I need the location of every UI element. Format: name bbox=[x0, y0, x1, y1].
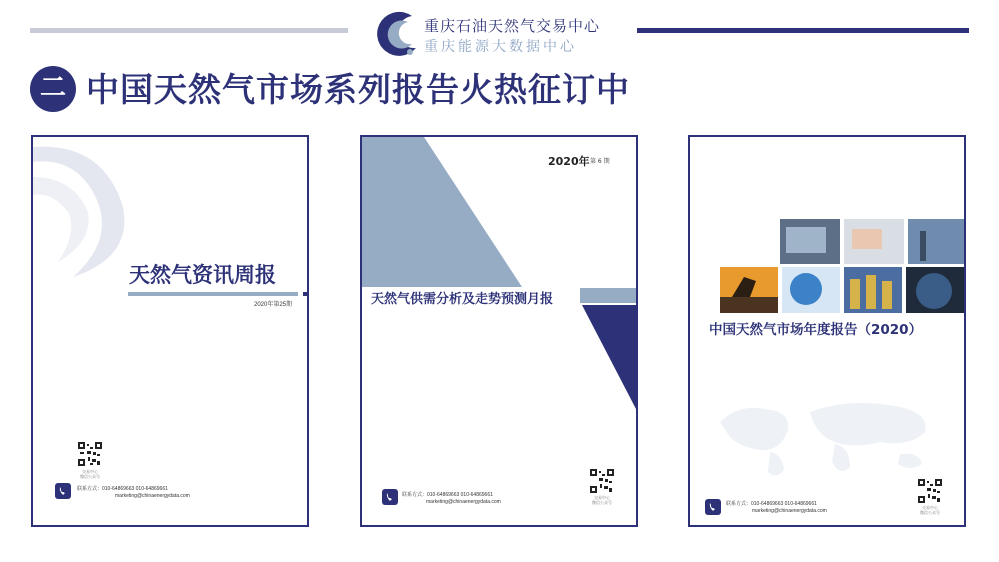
contact-email: marketing@chinaenergydata.com bbox=[426, 499, 501, 505]
header-rule-right bbox=[637, 28, 969, 33]
world-map-watermark bbox=[710, 392, 950, 482]
section-number-badge: 二 bbox=[30, 66, 76, 112]
issue-number: 2020年第25期 bbox=[254, 302, 293, 308]
report-title: 中国天然气市场年度报告（2020） bbox=[709, 322, 923, 338]
qr-caption: 交易中心 微信公众号 bbox=[920, 505, 940, 515]
qr-caption: 交易中心 微信公众号 bbox=[592, 495, 612, 505]
phone-icon bbox=[55, 483, 71, 499]
header-rule-left bbox=[30, 28, 348, 33]
report-cover-annual[interactable] bbox=[688, 135, 966, 527]
issue-number: 第 6 期 bbox=[590, 158, 610, 165]
logo-name-primary: 重庆石油天然气交易中心 bbox=[424, 17, 601, 35]
contact-phone: 联系方式：010-64869663 010-64869661 bbox=[402, 492, 493, 498]
phone-icon bbox=[705, 499, 721, 515]
logo-mark-icon bbox=[372, 8, 424, 60]
contact-email: marketing@chinaenergydata.com bbox=[752, 508, 827, 514]
report-title: 天然气资讯周报 bbox=[129, 263, 276, 287]
logo bbox=[372, 8, 632, 60]
qr-code-icon bbox=[78, 442, 102, 466]
contact-phone: 联系方式：010-64869663 010-64869661 bbox=[726, 501, 817, 507]
cover-year: 2020年 bbox=[548, 155, 590, 168]
qr-caption: 交易中心 微信公众号 bbox=[80, 469, 100, 479]
qr-code-icon bbox=[918, 479, 942, 503]
title-band bbox=[580, 288, 636, 303]
contact-email: marketing@chinaenergydata.com bbox=[115, 493, 190, 499]
report-cover-monthly[interactable] bbox=[360, 135, 638, 527]
report-title: 天然气供需分析及走势预测月报 bbox=[371, 292, 554, 307]
phone-icon bbox=[382, 489, 398, 505]
report-cover-weekly[interactable] bbox=[31, 135, 309, 527]
cover-graphic bbox=[362, 137, 636, 525]
page-title: 中国天然气市场系列报告火热征订中 bbox=[86, 70, 630, 109]
contact-phone: 联系方式：010-64869663 010-64869661 bbox=[77, 486, 168, 492]
title-underline-accent bbox=[303, 292, 309, 296]
title-underline bbox=[128, 292, 298, 296]
qr-code-icon bbox=[590, 469, 614, 493]
logo-name-secondary: 重庆能源大数据中心 bbox=[424, 39, 577, 55]
photo-collage bbox=[720, 219, 964, 315]
